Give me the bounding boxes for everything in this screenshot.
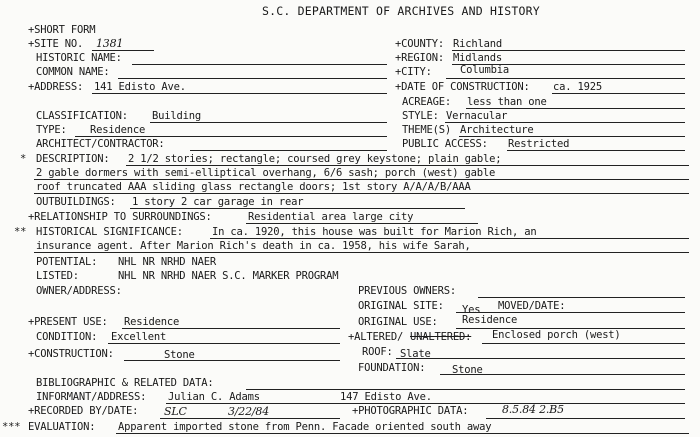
address-value: 141 Edisto Ave. xyxy=(94,81,186,93)
altered-value: Enclosed porch (west) xyxy=(492,329,621,341)
foundation-label: FOUNDATION: xyxy=(358,362,426,374)
historical-line-2: insurance agent. After Marion Rich's death in ca. 1958, his wife Sarah, xyxy=(36,240,471,252)
roof-value: Slate xyxy=(400,348,431,360)
altered-label: +ALTERED/ xyxy=(348,331,404,343)
original-use-value: Residence xyxy=(462,314,518,326)
historical-label: HISTORICAL SIGNIFICANCE: xyxy=(36,226,183,238)
description-line-1: 2 1/2 stories; rectangle; coursed grey keystone; plain gable; xyxy=(128,153,502,165)
site-no-underline xyxy=(92,50,154,51)
relationship-value: Residential area large city xyxy=(248,211,414,223)
informant-address: 147 Edisto Ave. xyxy=(340,391,432,403)
description-line-3: roof truncated AAA sliding glass rectangle doors; 1st story A/A/A/B/AAA xyxy=(36,181,471,193)
outbuildings-label: OUTBUILDINGS: xyxy=(36,196,116,208)
photo-label: +PHOTOGRAPHIC DATA: xyxy=(352,405,469,417)
foundation-underline xyxy=(440,374,685,375)
historical-line-1: In ca. 1920, this house was built for Marion Rich, an xyxy=(212,226,537,238)
address-label: +ADDRESS: xyxy=(28,81,84,93)
condition-label: CONDITION: xyxy=(36,331,98,343)
architect-underline xyxy=(190,150,387,151)
photo-value: 8.5.84 2.B5 xyxy=(502,403,564,416)
county-underline xyxy=(452,50,685,51)
outbuildings-value: 1 story 2 car garage in rear xyxy=(132,196,304,208)
style-underline xyxy=(445,122,685,123)
style-value: Vernacular xyxy=(446,110,508,122)
description-underline-3 xyxy=(34,193,689,194)
site-no-value: 1381 xyxy=(96,37,124,50)
public-access-value: Restricted xyxy=(508,138,570,150)
city-label: +CITY: xyxy=(395,66,432,78)
description-line-2: 2 gable dormers with semi-elliptical overhang, 6/6 sash; porch (west) gable xyxy=(36,167,496,179)
present-use-label: +PRESENT USE: xyxy=(28,316,108,328)
short-form-label: +SHORT FORM xyxy=(28,24,96,36)
date-construction-label: +DATE OF CONSTRUCTION: xyxy=(395,81,530,93)
original-site-underline xyxy=(456,312,685,313)
roof-label: ROOF: xyxy=(362,346,393,358)
address-underline xyxy=(92,93,387,94)
theme-value: Architecture xyxy=(460,124,534,136)
photo-underline xyxy=(486,418,685,419)
construction-underline xyxy=(124,360,340,361)
listed-label: LISTED: xyxy=(36,270,79,282)
historic-name-underline xyxy=(132,64,387,65)
informant-label: INFORMANT/ADDRESS: xyxy=(36,391,147,403)
classification-value: Building xyxy=(152,110,201,122)
region-label: +REGION: xyxy=(395,52,444,64)
type-value: Residence xyxy=(90,124,146,136)
evaluation-value: Apparent imported stone from Penn. Facade oriented south away xyxy=(118,421,492,433)
recorded-date: 3/22/84 xyxy=(228,405,270,418)
description-label: DESCRIPTION: xyxy=(36,153,110,165)
county-label: +COUNTY: xyxy=(395,38,444,50)
architect-label: ARCHITECT/CONTRACTOR: xyxy=(36,138,165,150)
informant-value: Julian C. Adams xyxy=(168,391,260,403)
historic-name-label: HISTORIC NAME: xyxy=(36,52,122,64)
present-use-underline xyxy=(122,328,340,329)
city-value: Columbia xyxy=(460,64,509,76)
original-use-label: ORIGINAL USE: xyxy=(358,316,438,328)
potential-label: POTENTIAL: xyxy=(36,256,98,268)
acreage-underline xyxy=(466,108,685,109)
date-construction-value: ca. 1925 xyxy=(553,81,602,93)
description-underline-1 xyxy=(126,165,689,166)
evaluation-underline xyxy=(116,433,689,434)
bibliographic-underline xyxy=(246,389,685,390)
owner-label: OWNER/ADDRESS: xyxy=(36,285,122,297)
foundation-value: Stone xyxy=(452,364,483,376)
public-access-label: PUBLIC ACCESS: xyxy=(402,138,488,150)
recorded-label: +RECORDED BY/DATE: xyxy=(28,405,139,417)
date-construction-underline xyxy=(552,93,685,94)
common-name-label: COMMON NAME: xyxy=(36,66,110,78)
theme-label: THEME(S) xyxy=(402,124,451,136)
classification-label: CLASSIFICATION: xyxy=(36,110,128,122)
outbuildings-underline xyxy=(130,208,465,209)
public-access-underline xyxy=(507,150,685,151)
theme-underline xyxy=(459,136,685,137)
potential-options: NHL NR NRHD NAER xyxy=(118,256,216,268)
description-underline-2 xyxy=(34,179,689,180)
page-title: S.C. DEPARTMENT OF ARCHIVES AND HISTORY xyxy=(262,4,540,18)
relationship-underline xyxy=(246,223,478,224)
historical-underline-1 xyxy=(210,238,689,239)
condition-underline xyxy=(108,343,340,344)
historical-underline-2 xyxy=(34,252,689,253)
relationship-label: +RELATIONSHIP TO SURROUNDINGS: xyxy=(28,211,212,223)
construction-value: Stone xyxy=(164,349,195,361)
description-marker: * xyxy=(20,153,27,165)
construction-label: +CONSTRUCTION: xyxy=(28,348,114,360)
roof-underline xyxy=(396,358,685,359)
city-underline xyxy=(446,78,685,79)
type-underline xyxy=(75,136,387,137)
previous-owners-underline xyxy=(478,297,685,298)
acreage-label: ACREAGE: xyxy=(402,96,451,108)
common-name-underline xyxy=(118,78,387,79)
original-site-value: Yes xyxy=(462,304,481,316)
previous-owners-label: PREVIOUS OWNERS: xyxy=(358,285,456,297)
region-value: Midlands xyxy=(453,52,502,64)
unaltered-label: UNALTERED: xyxy=(410,331,472,343)
original-site-label: ORIGINAL SITE: xyxy=(358,300,444,312)
evaluation-label: EVALUATION: xyxy=(28,421,96,433)
type-label: TYPE: xyxy=(36,124,67,136)
bibliographic-label: BIBLIOGRAPHIC & RELATED DATA: xyxy=(36,377,214,389)
condition-value: Excellent xyxy=(111,331,167,343)
present-use-value: Residence xyxy=(124,316,180,328)
moved-date-label: MOVED/DATE: xyxy=(498,300,566,312)
informant-underline xyxy=(166,403,685,404)
recorded-underline xyxy=(160,418,340,419)
recorded-initials: SLC xyxy=(164,405,187,418)
listed-options: NHL NR NRHD NAER S.C. MARKER PROGRAM xyxy=(118,270,339,282)
acreage-value: less than one xyxy=(467,96,547,108)
evaluation-marker: *** xyxy=(2,421,21,433)
site-no-label: +SITE NO. xyxy=(28,38,84,50)
style-label: STYLE: xyxy=(402,110,439,122)
altered-underline xyxy=(482,343,685,344)
county-value: Richland xyxy=(453,38,502,50)
classification-underline xyxy=(150,122,387,123)
historical-marker: ** xyxy=(14,226,27,238)
